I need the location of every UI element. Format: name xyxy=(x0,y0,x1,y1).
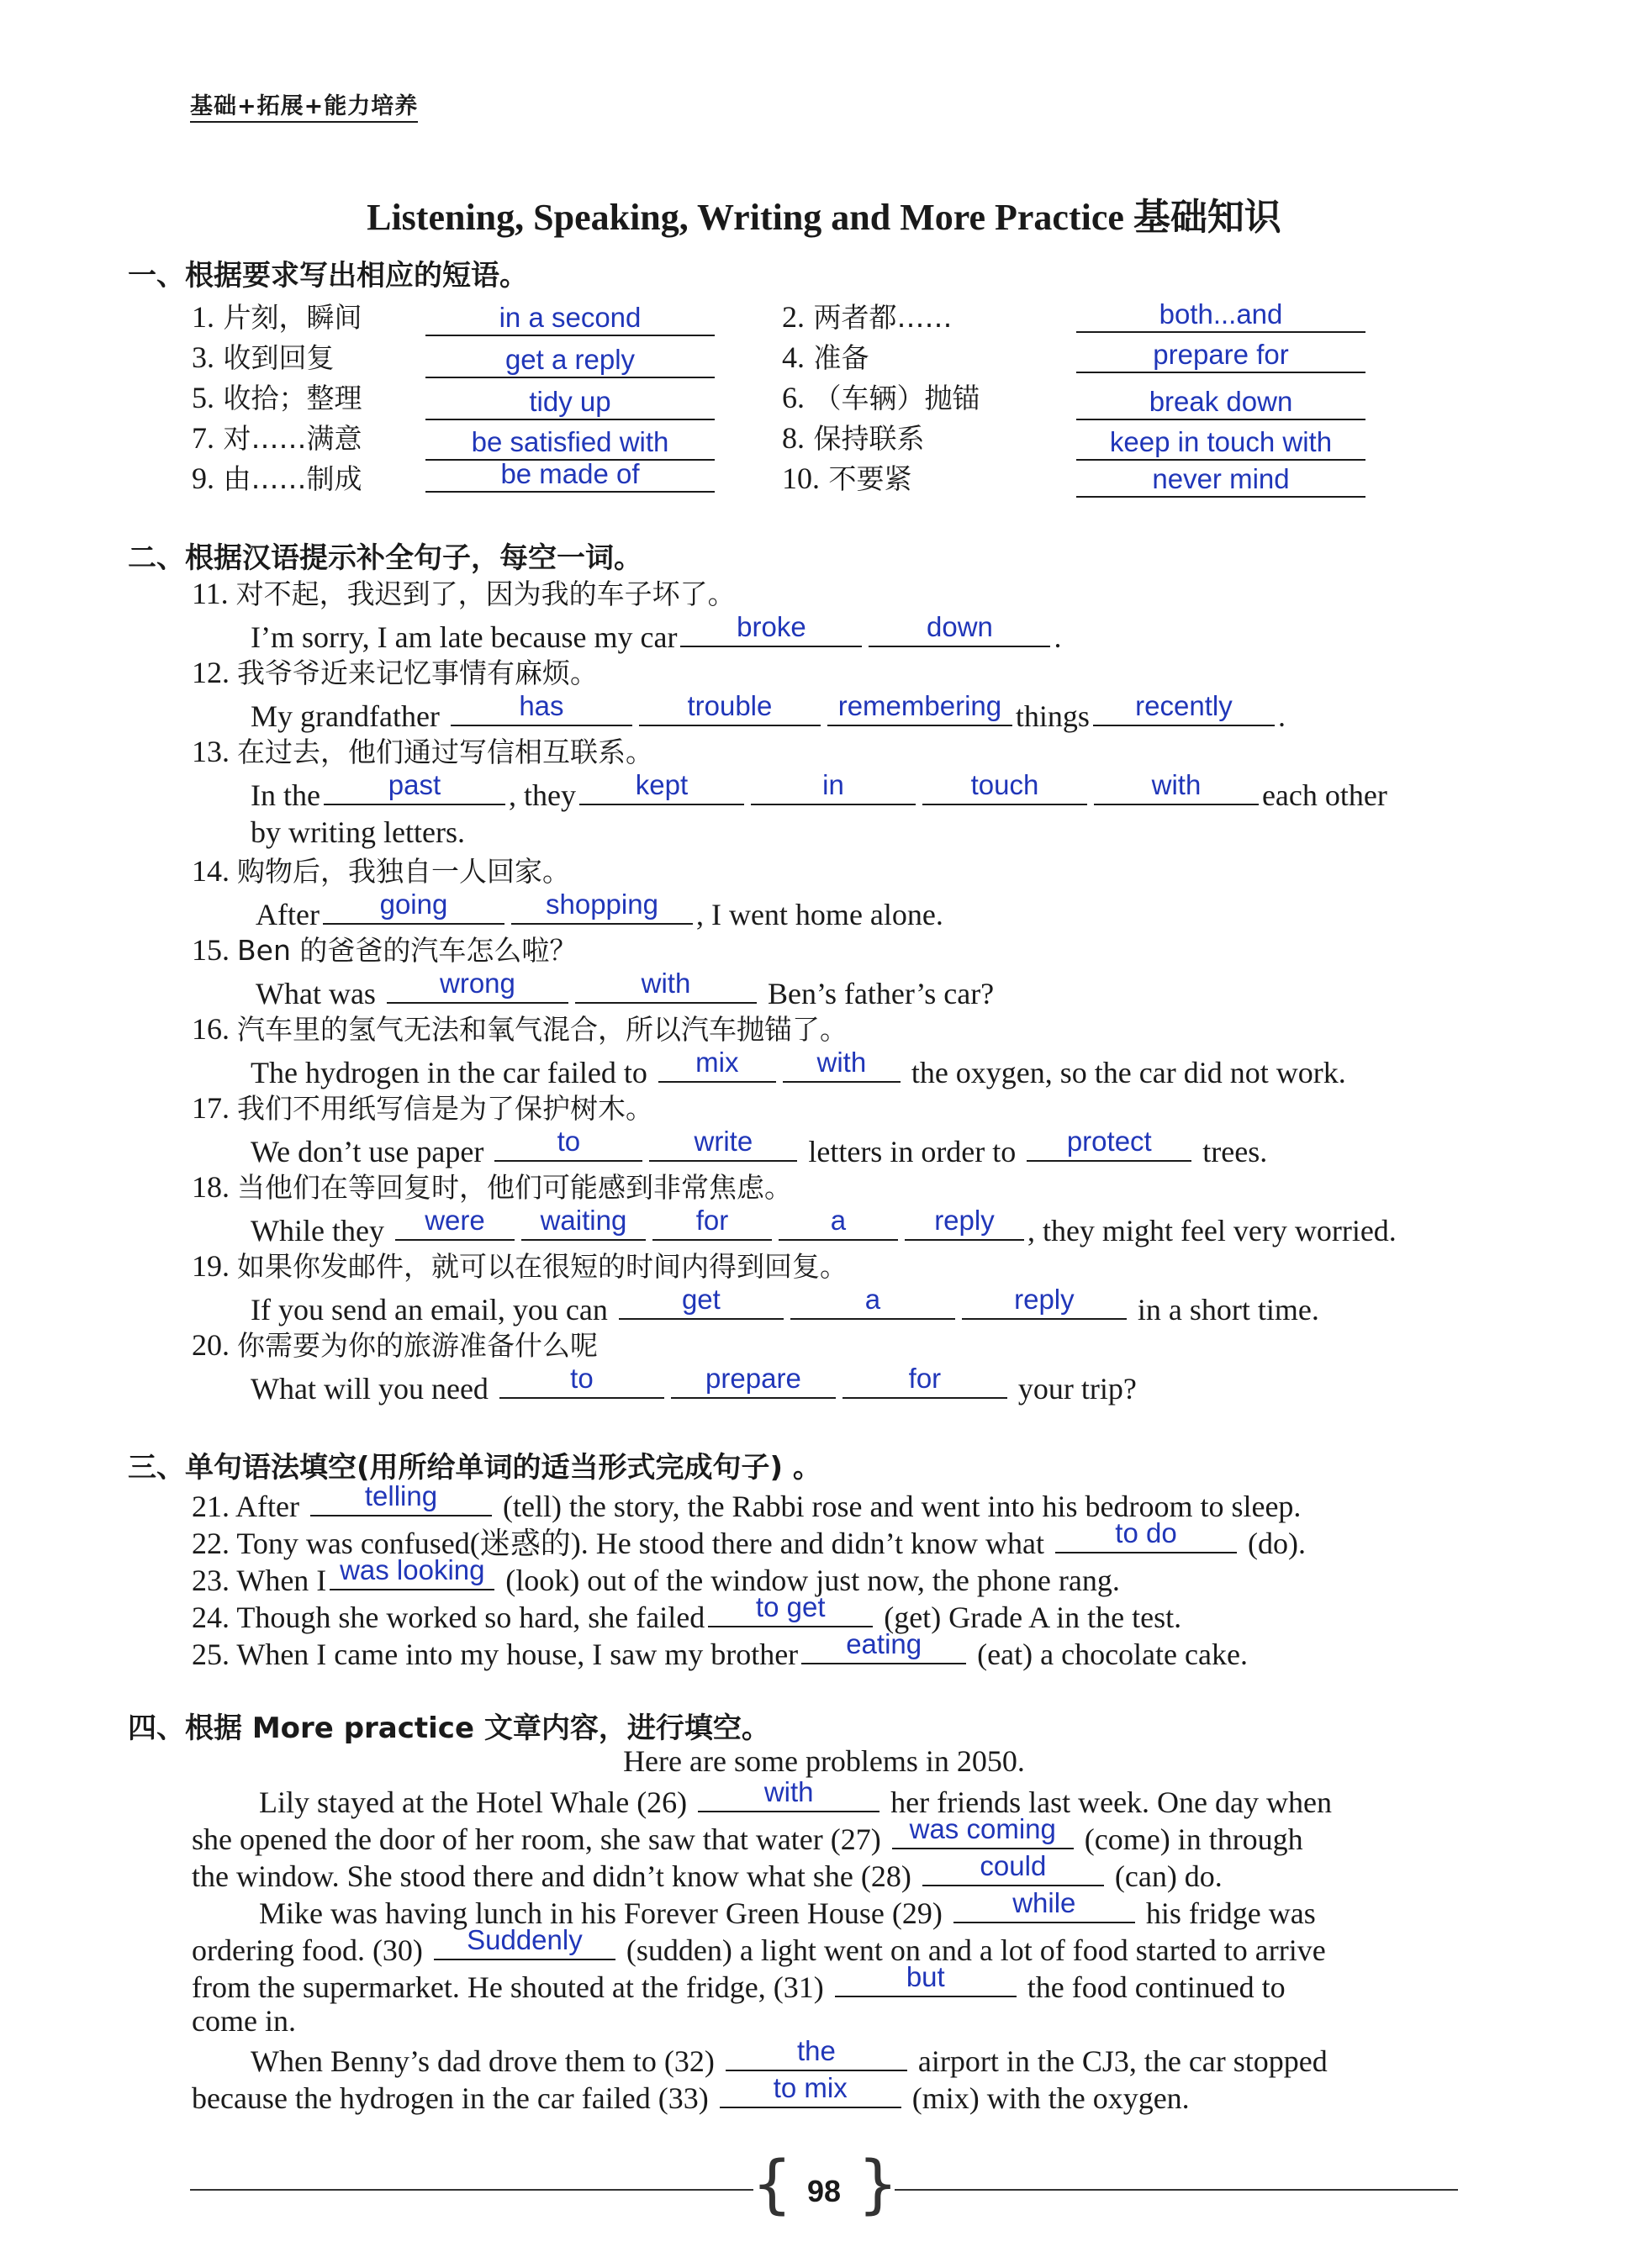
question-20-prompt: 20. 你需要为你的旅游准备什么呢 xyxy=(192,1328,598,1362)
answer-blank[interactable]: shopping xyxy=(511,891,693,925)
answer-blank[interactable]: down xyxy=(869,614,1050,647)
question-23: 23. When I was looking (look) out of the window just now, the phone rang. xyxy=(192,1554,1120,1597)
vocab-item: 8. 保持联系 xyxy=(782,421,925,455)
answer-blank[interactable]: for xyxy=(652,1207,772,1241)
question-14-prompt: 14. 购物后，我独自一人回家。 xyxy=(192,854,570,888)
answer-blank[interactable]: broke xyxy=(680,614,862,647)
answer-blank[interactable]: with xyxy=(783,1049,901,1083)
answer-blank[interactable]: kept xyxy=(579,772,744,805)
answer-blank[interactable]: in xyxy=(751,772,916,805)
passage-line: come in. xyxy=(192,2004,296,2038)
answer-blank[interactable]: with xyxy=(1094,772,1259,805)
question-21: 21. After telling (tell) the story, the Rabbi rose and went into his bedroom to sleep. xyxy=(192,1480,1302,1523)
passage-intro: Here are some problems in 2050. xyxy=(623,1744,1025,1778)
vocab-answer[interactable]: break down xyxy=(1076,385,1365,420)
question-25: 25. When I came into my house, I saw my brother eating (eat) a chocolate cake. xyxy=(192,1628,1248,1671)
vocab-item: 10. 不要紧 xyxy=(782,462,912,495)
question-18-sentence: While they were waiting for a reply , they might feel very worried. xyxy=(251,1205,1397,1247)
vocab-answer[interactable]: prepare for xyxy=(1076,338,1365,373)
vocab-item: 5. 收拾；整理 xyxy=(192,381,362,414)
passage-line: ordering food. (30) Suddenly (sudden) a light went on and a lot of food started to arrive xyxy=(192,1924,1326,1967)
section-1-heading: 一、根据要求写出相应的短语。 xyxy=(128,259,528,293)
answer-blank[interactable]: for xyxy=(842,1365,1007,1399)
vocab-answer[interactable]: be made of xyxy=(425,457,715,493)
answer-blank[interactable]: but xyxy=(835,1964,1017,1997)
answer-blank[interactable]: was coming xyxy=(892,1816,1074,1849)
question-20-sentence: What will you need to prepare for your trip? xyxy=(251,1363,1137,1406)
page-title: Listening, Speaking, Writing and More Practice 基础知识 xyxy=(367,197,1281,238)
answer-blank[interactable]: going xyxy=(323,891,504,925)
answer-blank[interactable]: to xyxy=(499,1365,664,1399)
question-22: 22. Tony was confused(迷惑的). He stood there and didn’t know what to do (do). xyxy=(192,1517,1306,1560)
section-3-heading: 三、单句语法填空(用所给单词的适当形式完成句子) 。 xyxy=(128,1451,821,1485)
vocab-item: 6. （车辆）抛锚 xyxy=(782,381,980,414)
vocab-item: 9. 由……制成 xyxy=(192,462,362,495)
question-19-prompt: 19. 如果你发邮件，就可以在很短的时间内得到回复。 xyxy=(192,1249,848,1283)
section-2-heading: 二、根据汉语提示补全句子，每空一词。 xyxy=(128,541,642,575)
answer-blank[interactable]: reply xyxy=(962,1286,1127,1320)
answer-blank[interactable]: with xyxy=(575,970,757,1004)
passage-line: she opened the door of her room, she saw that water (27) was coming (come) in through xyxy=(192,1813,1303,1856)
passage-line: When Benny’s dad drove them to (32) the airport in the CJ3, the car stopped xyxy=(251,2035,1328,2078)
footer-rule-left xyxy=(190,2189,753,2191)
answer-blank[interactable]: waiting xyxy=(521,1207,646,1241)
vocab-answer[interactable]: keep in touch with xyxy=(1076,425,1365,461)
vocab-item: 3. 收到回复 xyxy=(192,340,335,374)
vocab-answer[interactable]: get a reply xyxy=(425,343,715,378)
answer-blank[interactable]: a xyxy=(790,1286,955,1320)
answer-blank[interactable]: Suddenly xyxy=(434,1927,615,1960)
question-11-prompt: 11. 对不起，我迟到了，因为我的车子坏了。 xyxy=(192,577,736,610)
answer-blank[interactable]: a xyxy=(779,1207,898,1241)
answer-blank[interactable]: were xyxy=(395,1207,515,1241)
page-number: 98 xyxy=(806,2174,842,2208)
answer-blank[interactable]: telling xyxy=(310,1483,492,1516)
passage-line: because the hydrogen in the car failed (33) to mix (mix) with the oxygen. xyxy=(192,2072,1190,2115)
answer-blank[interactable]: write xyxy=(649,1128,797,1162)
answer-blank[interactable]: trouble xyxy=(639,693,821,726)
question-16-prompt: 16. 汽车里的氢气无法和氧气混合，所以汽车抛锚了。 xyxy=(192,1012,848,1046)
vocab-answer[interactable]: both...and xyxy=(1076,298,1365,333)
answer-blank[interactable]: to mix xyxy=(720,2075,901,2108)
question-13-prompt: 13. 在过去，他们通过写信相互联系。 xyxy=(192,735,653,768)
answer-blank[interactable]: was looking xyxy=(330,1557,494,1590)
vocab-item: 1. 片刻，瞬间 xyxy=(192,300,362,334)
series-header: 基础+拓展+能力培养 xyxy=(190,87,418,123)
answer-blank[interactable]: mix xyxy=(658,1049,776,1083)
answer-blank[interactable]: get xyxy=(619,1286,784,1320)
question-17-prompt: 17. 我们不用纸写信是为了保护树木。 xyxy=(192,1091,653,1125)
vocab-answer[interactable]: in a second xyxy=(425,301,715,336)
passage-line: from the supermarket. He shouted at the fridge, (31) but the food continued to xyxy=(192,1961,1286,2004)
question-13-continued: by writing letters. xyxy=(251,815,465,849)
answer-blank[interactable]: reply xyxy=(905,1207,1024,1241)
vocab-answer[interactable]: tidy up xyxy=(425,385,715,420)
answer-blank[interactable]: recently xyxy=(1093,693,1275,726)
answer-blank[interactable]: prepare xyxy=(671,1365,836,1399)
answer-blank[interactable]: while xyxy=(953,1890,1135,1923)
vocab-answer[interactable]: never mind xyxy=(1076,462,1365,498)
question-15-prompt: 15. Ben 的爸爸的汽车怎么啦？ xyxy=(192,933,578,967)
passage-line: Mike was having lunch in his Forever Green House (29) while his fridge was xyxy=(259,1887,1316,1930)
answer-blank[interactable]: could xyxy=(922,1853,1104,1886)
vocab-item: 2. 两者都…… xyxy=(782,300,953,334)
right-brace-icon: } xyxy=(858,2146,899,2221)
question-11-sentence: I’m sorry, I am late because my car broke down . xyxy=(251,611,1062,654)
vocab-item: 7. 对……满意 xyxy=(192,421,362,455)
answer-blank[interactable]: past xyxy=(324,772,505,805)
answer-blank[interactable]: wrong xyxy=(387,970,568,1004)
question-12-sentence: My grandfather has trouble remembering things recently . xyxy=(251,690,1286,733)
vocab-answer[interactable]: be satisfied with xyxy=(425,425,715,461)
answer-blank[interactable]: to get xyxy=(708,1594,873,1627)
passage-line: Lily stayed at the Hotel Whale (26) with her friends last week. One day when xyxy=(259,1776,1332,1819)
question-13-sentence: In the past , they kept in touch with each other xyxy=(251,769,1387,812)
answer-blank[interactable]: to xyxy=(494,1128,642,1162)
question-18-prompt: 18. 当他们在等回复时，他们可能感到非常焦虑。 xyxy=(192,1170,792,1204)
answer-blank[interactable]: to do xyxy=(1055,1520,1237,1553)
answer-blank[interactable]: has xyxy=(451,693,632,726)
answer-blank[interactable]: protect xyxy=(1027,1128,1191,1162)
answer-blank[interactable]: eating xyxy=(801,1631,966,1664)
question-16-sentence: The hydrogen in the car failed to mix with the oxygen, so the car did not work. xyxy=(251,1047,1346,1089)
question-24: 24. Though she worked so hard, she failed to get (get) Grade A in the test. xyxy=(192,1591,1182,1634)
footer-rule-right xyxy=(895,2189,1458,2191)
question-17-sentence: We don’t use paper to write letters in order to protect trees. xyxy=(251,1126,1268,1168)
answer-blank[interactable]: with xyxy=(698,1779,879,1812)
vocab-item: 4. 准备 xyxy=(782,340,869,374)
left-brace-icon: { xyxy=(752,2146,793,2221)
question-15-sentence: What was wrong with Ben’s father’s car? xyxy=(256,968,995,1010)
question-14-sentence: After going shopping , I went home alone. xyxy=(256,889,943,931)
section-4-heading: 四、根据 More practice 文章内容，进行填空。 xyxy=(128,1712,770,1745)
passage-line: the window. She stood there and didn’t know what she (28) could (can) do. xyxy=(192,1850,1223,1893)
answer-blank[interactable]: remembering xyxy=(827,693,1012,726)
answer-blank[interactable]: the xyxy=(726,2038,907,2071)
question-19-sentence: If you send an email, you can get a reply in a short time. xyxy=(251,1284,1319,1327)
question-12-prompt: 12. 我爷爷近来记忆事情有麻烦。 xyxy=(192,656,598,689)
answer-blank[interactable]: touch xyxy=(922,772,1087,805)
